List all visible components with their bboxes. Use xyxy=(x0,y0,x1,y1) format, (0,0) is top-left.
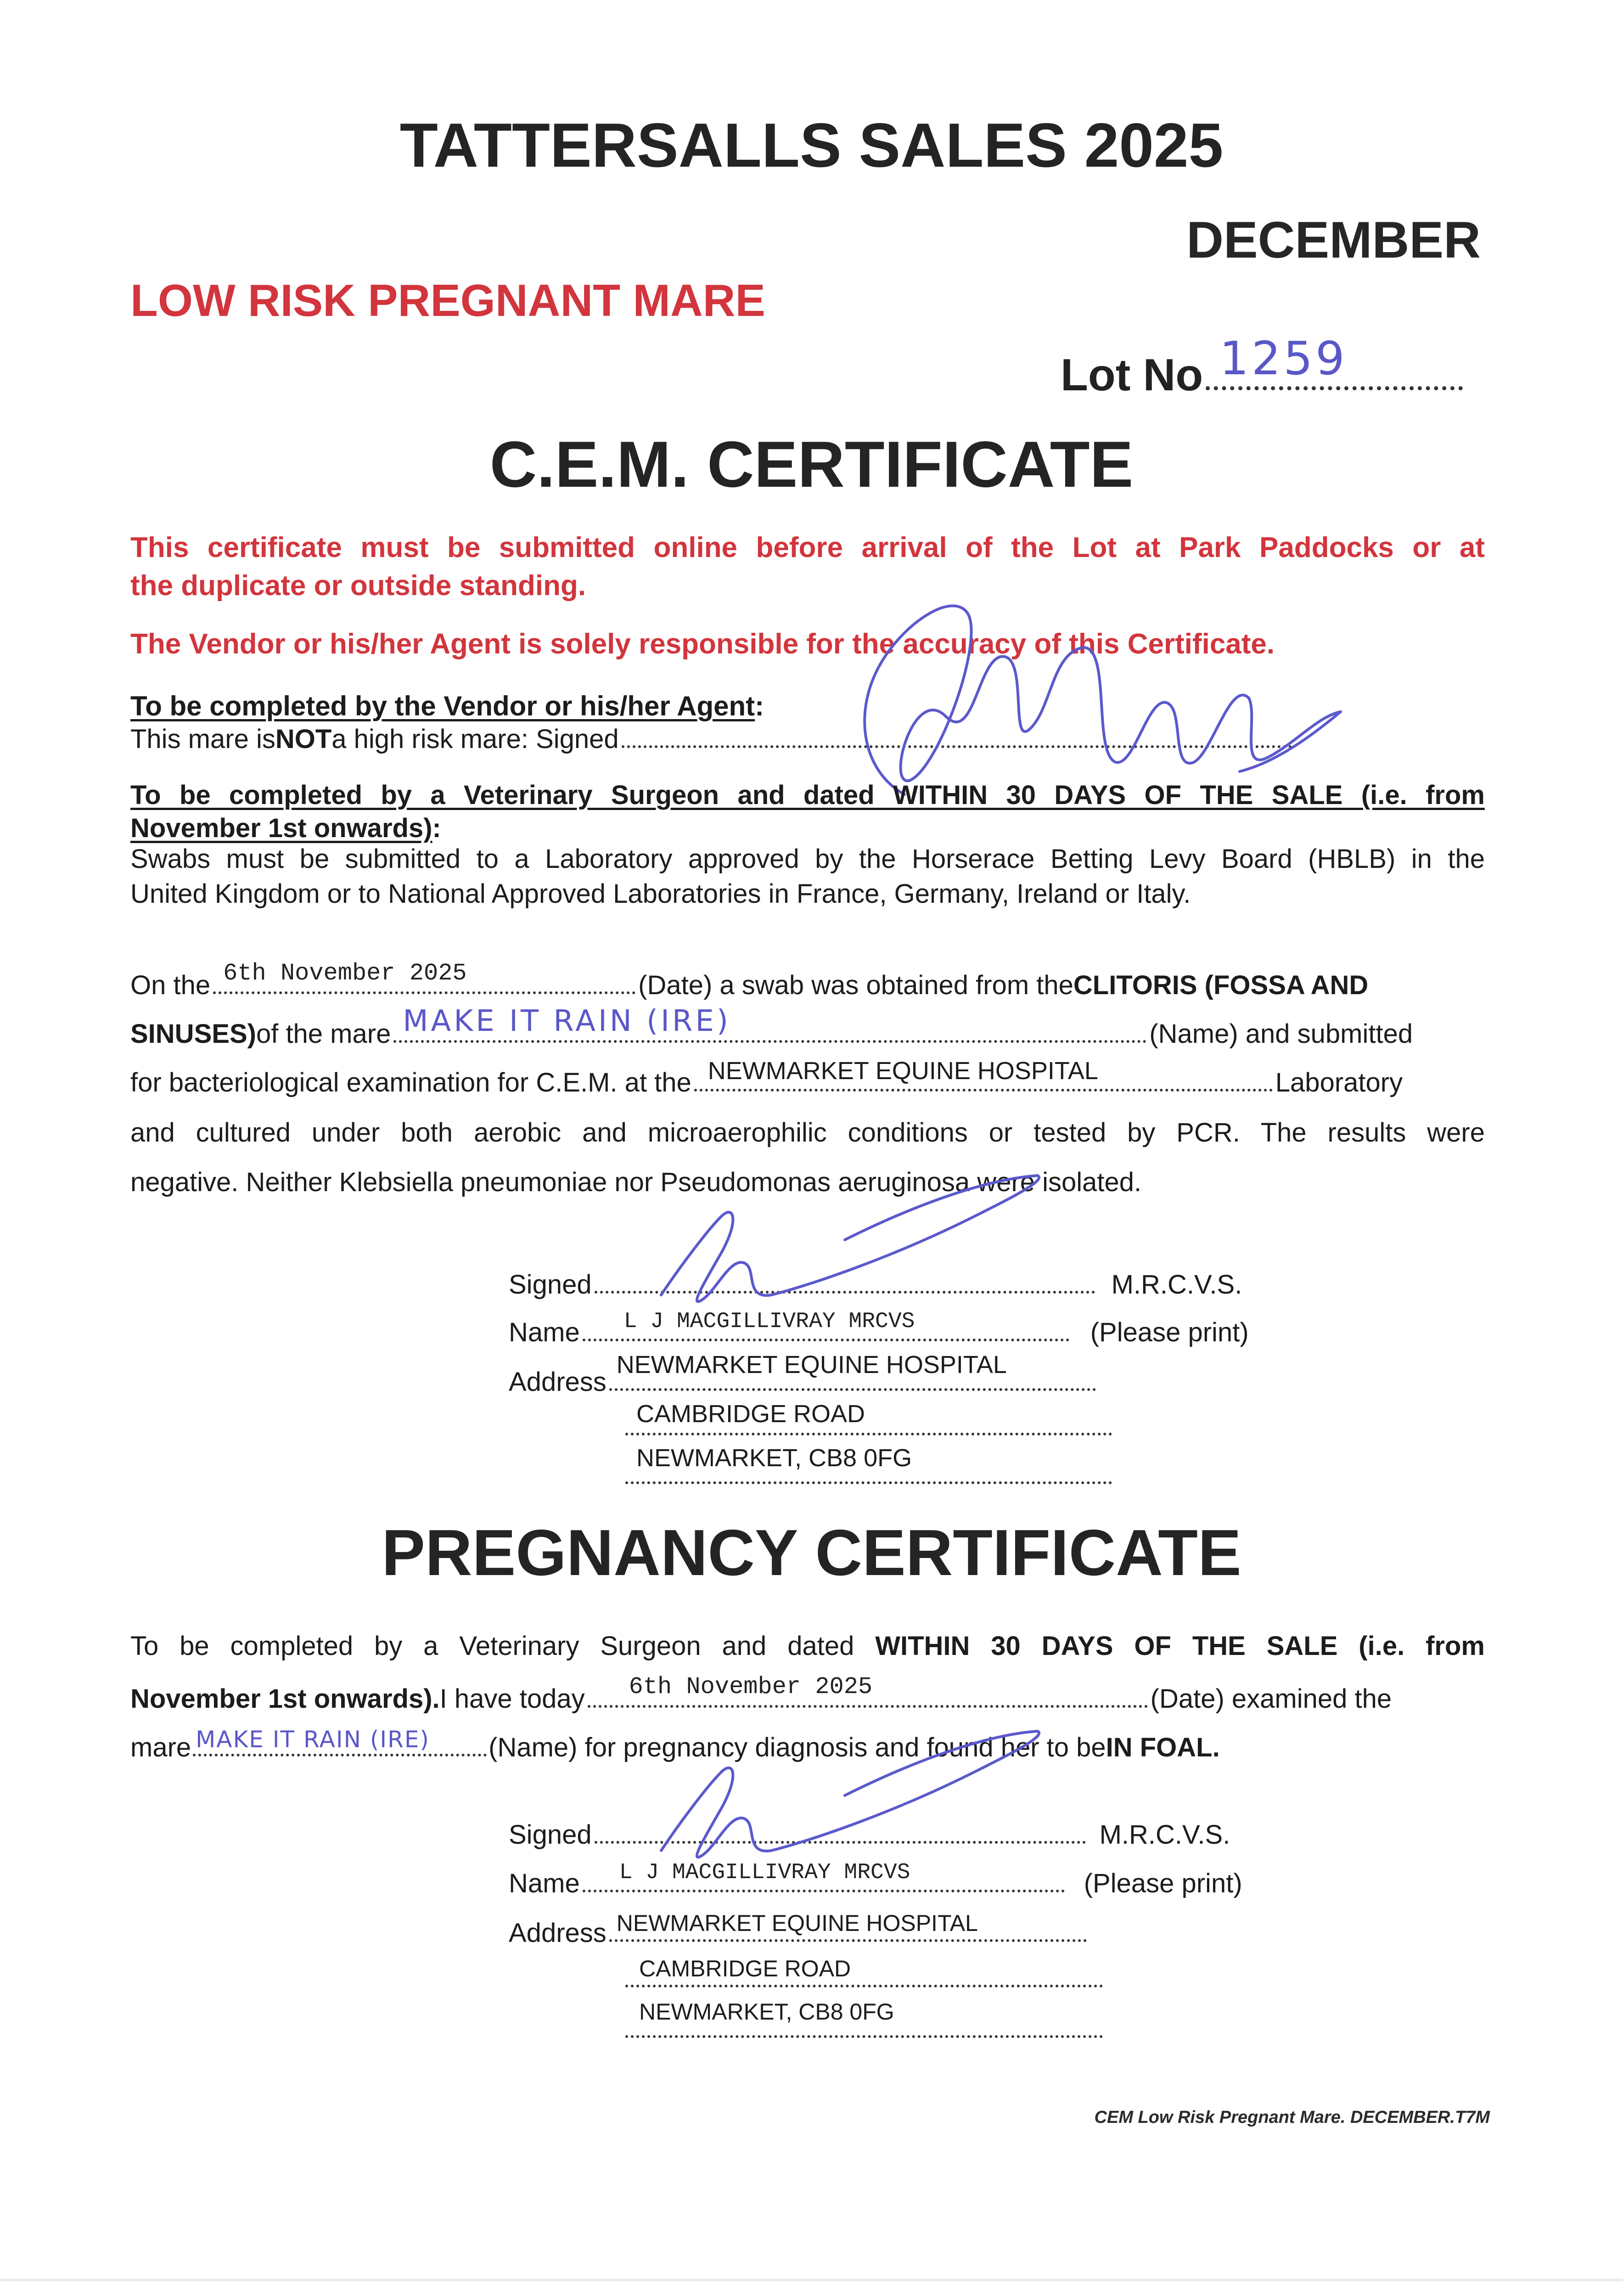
laboratory-label: Laboratory xyxy=(1275,1068,1403,1097)
pregnancy-date-value: 6th November 2025 xyxy=(629,1673,873,1700)
vendor-declaration-pre: This mare is xyxy=(130,724,275,754)
sale-month: DECEMBER xyxy=(1186,211,1481,269)
cem-vet-signature-scribble xyxy=(652,1148,1065,1322)
pregnancy-address-line-1 xyxy=(509,1910,1089,1948)
page-title: TATTERSALLS SALES 2025 xyxy=(399,110,1224,180)
responsibility-notice: The Vendor or his/her Agent is solely responsible for the accuracy of this Certificate. xyxy=(130,628,1275,660)
cem-name-value: L J MACGILLIVRAY MRCVS xyxy=(623,1309,915,1334)
cem-mrcvs-label: M.R.C.V.S. xyxy=(1111,1270,1242,1300)
name-suffix-text: (Name) and submitted xyxy=(1149,1019,1413,1049)
vendor-heading-colon: : xyxy=(755,691,764,721)
pregnancy-name-label: Name xyxy=(509,1868,580,1898)
laboratory-field[interactable] xyxy=(694,1057,1273,1092)
cem-mare-name-value: MAKE IT RAIN (IRE) xyxy=(403,1004,731,1038)
cem-name-field[interactable] xyxy=(583,1309,1069,1341)
pregnancy-date-suffix: (Date) examined the xyxy=(1150,1684,1392,1714)
cem-address-field-2[interactable] xyxy=(625,1400,1112,1435)
vendor-declaration-post: a high risk mare: Signed xyxy=(331,724,619,754)
pregnancy-diagnosis-text: (Name) for pregnancy diagnosis and found her to be xyxy=(489,1733,1106,1762)
swab-mare-line xyxy=(130,1004,1485,1049)
in-foal-text: IN FOAL. xyxy=(1106,1733,1220,1762)
pregnancy-certificate-title: PREGNANCY CERTIFICATE xyxy=(382,1516,1241,1589)
cem-address-value-1: NEWMARKET EQUINE HOSPITAL xyxy=(616,1351,1007,1379)
cem-address-field-3[interactable] xyxy=(625,1444,1112,1484)
lot-label: Lot No xyxy=(1061,349,1203,400)
pregnancy-please-print: (Please print) xyxy=(1084,1868,1242,1898)
pregnancy-address-field-3[interactable] xyxy=(625,1999,1103,2038)
pregnancy-address-field-2[interactable] xyxy=(625,1956,1103,1987)
form-reference: CEM Low Risk Pregnant Mare. DECEMBER.T7M xyxy=(1094,2108,1490,2127)
pregnancy-november-text: November 1st onwards). xyxy=(130,1684,440,1714)
cem-address-label: Address xyxy=(509,1367,607,1397)
sinuses-text: SINUSES) xyxy=(130,1019,256,1049)
pregnancy-signed-label: Signed xyxy=(509,1820,592,1850)
pregnancy-address-value-2: CAMBRIDGE ROAD xyxy=(639,1956,851,1981)
pregnancy-i-have-today: I have today xyxy=(439,1684,585,1714)
lot-number-line xyxy=(1061,332,1466,401)
submission-notice-line-2: the duplicate or outside standing. xyxy=(130,570,586,602)
of-the-mare-text: of the mare xyxy=(256,1019,391,1049)
pregnancy-mare-name-value: MAKE IT RAIN (IRE) xyxy=(196,1726,430,1753)
cem-address-value-3: NEWMARKET, CB8 0FG xyxy=(636,1444,912,1472)
vet-heading-text-2: November 1st onwards) xyxy=(130,813,432,843)
pregnancy-mare-label: mare xyxy=(130,1733,191,1762)
cem-address-field-1[interactable] xyxy=(609,1351,1096,1391)
vet-heading-colon: : xyxy=(432,813,441,843)
swabs-requirement-line-2: United Kingdom or to National Approved Laboratories in France, Germany, Ireland or Italy. xyxy=(130,879,1191,909)
vendor-section-heading xyxy=(130,692,764,720)
cultured-text: and cultured under both aerobic and microaerophilic conditions or tested by PCR. The results were xyxy=(130,1118,1485,1148)
pregnancy-line-1-text: To be completed by a Veterinary Surgeon and dated xyxy=(130,1631,876,1661)
pregnancy-address-value-3: NEWMARKET, CB8 0FG xyxy=(639,1999,894,2025)
lot-number-field[interactable] xyxy=(1206,332,1463,390)
for-bacteriological-text: for bacteriological examination for C.E.M. at the xyxy=(130,1068,691,1097)
cem-please-print: (Please print) xyxy=(1090,1317,1249,1347)
cem-name-label: Name xyxy=(509,1317,580,1347)
vendor-heading-text: To be completed by the Vendor or his/her Agent xyxy=(130,691,755,721)
clitoris-text: CLITORIS (FOSSA AND xyxy=(1073,970,1369,1000)
pregnancy-address-label: Address xyxy=(509,1918,607,1948)
negative-result-text: negative. Neither Klebsiella pneumoniae nor Pseudomonas aeruginosa were isolated. xyxy=(130,1167,1142,1197)
date-suffix-text: (Date) a swab was obtained from the xyxy=(638,970,1073,1000)
category-heading: LOW RISK PREGNANT MARE xyxy=(130,275,765,326)
swabs-requirement-line-1: Swabs must be submitted to a Laboratory approved by the Horserace Betting Levy Board (HBLB) in the xyxy=(130,844,1485,874)
vet-heading-text-1: To be completed by a Veterinary Surgeon and dated WITHIN 30 DAYS OF THE SALE (i.e. from xyxy=(130,780,1485,810)
vet-section-heading-line-1 xyxy=(130,782,1485,809)
on-the-label: On the xyxy=(130,970,211,1000)
pregnancy-vet-signature-scribble xyxy=(652,1699,1065,1874)
cem-address-value-2: CAMBRIDGE ROAD xyxy=(636,1400,865,1428)
laboratory-value: NEWMARKET EQUINE HOSPITAL xyxy=(708,1057,1098,1085)
pregnancy-line-1-bold: WITHIN 30 DAYS OF THE SALE (i.e. from xyxy=(875,1631,1485,1661)
cem-certificate-title: C.E.M. CERTIFICATE xyxy=(489,428,1134,501)
pregnancy-name-field[interactable] xyxy=(583,1860,1065,1892)
pregnancy-mrcvs-label: M.R.C.V.S. xyxy=(1099,1820,1230,1850)
swab-laboratory-line xyxy=(130,1057,1485,1098)
pregnancy-name-value: L J MACGILLIVRAY MRCVS xyxy=(619,1860,910,1885)
swab-date-line xyxy=(130,960,1485,1001)
swab-date-field[interactable] xyxy=(213,960,635,994)
pregnancy-line-1 xyxy=(130,1633,1485,1660)
swab-date-value: 6th November 2025 xyxy=(223,960,467,987)
cem-address-line-1 xyxy=(509,1351,1099,1397)
submission-notice-line-1: This certificate must be submitted online before arrival of the Lot at Park Paddocks or at xyxy=(130,532,1485,563)
pregnancy-mare-name-field[interactable] xyxy=(193,1726,487,1756)
vendor-declaration-not: NOT xyxy=(275,724,332,754)
pregnancy-address-value-1: NEWMARKET EQUINE HOSPITAL xyxy=(616,1910,978,1936)
vet-section-heading-line-2 xyxy=(130,815,441,842)
cem-mare-name-field[interactable] xyxy=(393,1004,1146,1043)
cem-signed-label: Signed xyxy=(509,1270,592,1300)
pregnancy-address-field-1[interactable] xyxy=(609,1910,1087,1942)
lot-number-value: 1259 xyxy=(1219,332,1348,385)
scan-edge xyxy=(0,2279,1623,2281)
